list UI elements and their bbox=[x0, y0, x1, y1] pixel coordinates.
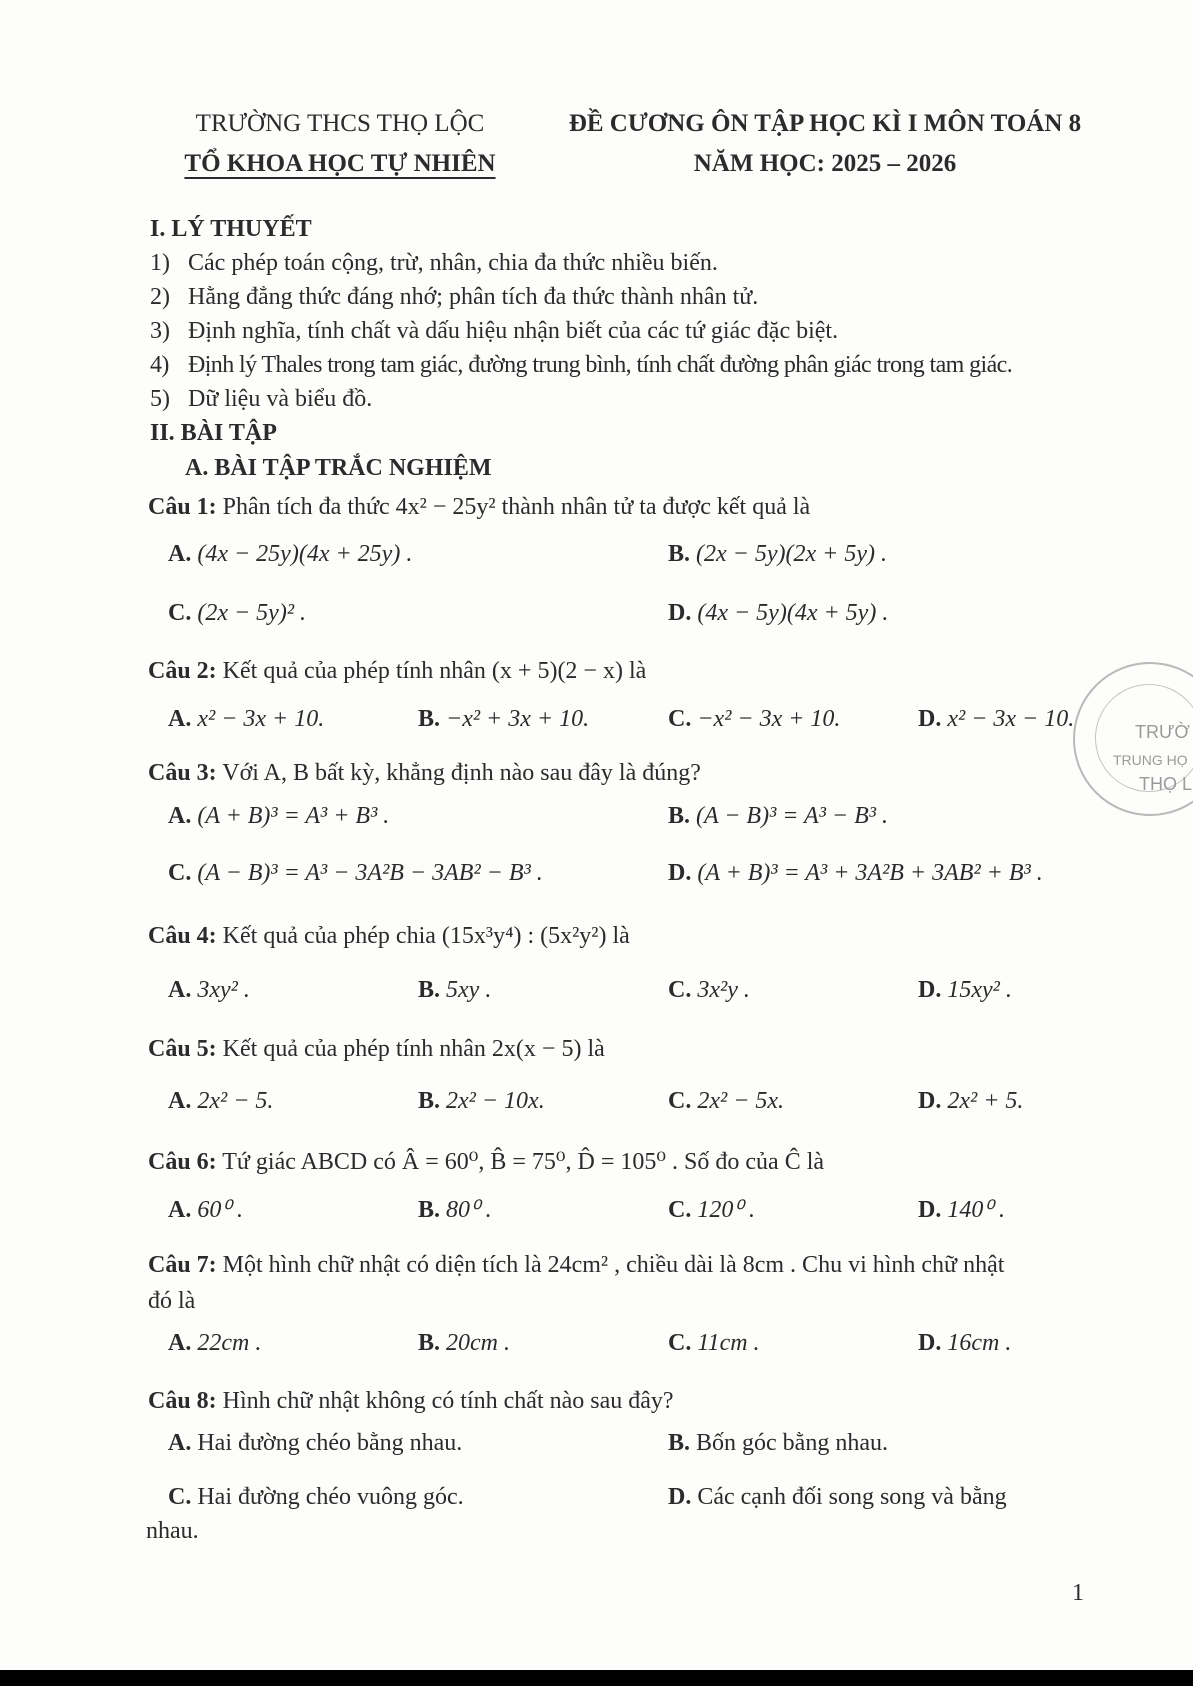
school-year: NĂM HỌC: 2025 – 2026 bbox=[693, 150, 957, 177]
option-c: C. 120⁰ . bbox=[668, 1197, 755, 1223]
option-b: B. −x² + 3x + 10. bbox=[418, 706, 590, 732]
option-d: D. (A + B)³ = A³ + 3A²B + 3AB² + B³ . bbox=[668, 860, 1043, 886]
stamp-text: THỌ L bbox=[1139, 774, 1193, 794]
theory-item: 4) Định lý Thales trong tam giác, đường trung bình, tính chất đường phân giác trong tam giác. bbox=[150, 352, 1013, 378]
question-4: Câu 4: Kết quả của phép chia (15x³y⁴) : (5x²y²) là bbox=[148, 923, 630, 949]
question-3: Câu 3: Với A, B bất kỳ, khẳng định nào sau đây là đúng? bbox=[148, 760, 701, 786]
option-b: B. Bốn góc bằng nhau. bbox=[668, 1430, 888, 1456]
option-a: A. (A + B)³ = A³ + B³ . bbox=[168, 803, 390, 829]
header-right bbox=[540, 104, 1110, 184]
option-b: B. (A − B)³ = A³ − B³ . bbox=[668, 803, 888, 829]
school-stamp bbox=[1073, 662, 1193, 816]
school-name: TRƯỜNG THCS THỌ LỘC bbox=[195, 110, 485, 137]
document-title: ĐỀ CƯƠNG ÔN TẬP HỌC KÌ I MÔN TOÁN 8 bbox=[568, 110, 1082, 137]
option-d: D. (4x − 5y)(4x + 5y) . bbox=[668, 600, 889, 626]
option-a: A. Hai đường chéo bằng nhau. bbox=[168, 1430, 463, 1456]
option-d: D. 16cm . bbox=[918, 1330, 1012, 1356]
option-d-continuation: nhau. bbox=[146, 1518, 199, 1544]
option-b: B. (2x − 5y)(2x + 5y) . bbox=[668, 541, 887, 567]
question-7: Câu 7: Một hình chữ nhật có diện tích là 24cm² , chiều dài là 8cm . Chu vi hình chữ nhật bbox=[148, 1252, 1005, 1278]
option-a: A. 60⁰ . bbox=[168, 1197, 243, 1223]
department-name: TỔ KHOA HỌC TỰ NHIÊN bbox=[184, 150, 496, 177]
theory-item: 2) Hằng đẳng thức đáng nhớ; phân tích đa thức thành nhân tử. bbox=[150, 284, 759, 310]
header-left bbox=[170, 104, 510, 184]
option-c: C. (2x − 5y)² . bbox=[168, 600, 307, 626]
question-1: Câu 1: Phân tích đa thức 4x² − 25y² thành nhân tử ta được kết quả là bbox=[148, 494, 811, 520]
scan-bottom-border bbox=[0, 1670, 1193, 1686]
question-5: Câu 5: Kết quả của phép tính nhân 2x(x − 5) là bbox=[148, 1036, 605, 1062]
option-a: A. 2x² − 5. bbox=[168, 1088, 274, 1114]
option-d: D. 140⁰ . bbox=[918, 1197, 1005, 1223]
option-d: D. 15xy² . bbox=[918, 977, 1012, 1003]
option-c: C. −x² − 3x + 10. bbox=[668, 706, 841, 732]
theory-item: 3) Định nghĩa, tính chất và dấu hiệu nhận biết của các tứ giác đặc biệt. bbox=[150, 318, 839, 344]
question-8: Câu 8: Hình chữ nhật không có tính chất nào sau đây? bbox=[148, 1388, 674, 1414]
option-a: A. (4x − 25y)(4x + 25y) . bbox=[168, 541, 413, 567]
option-c: C. 2x² − 5x. bbox=[668, 1088, 785, 1114]
option-c: C. 11cm . bbox=[668, 1330, 760, 1356]
stamp-text: TRƯỜ bbox=[1135, 722, 1190, 742]
option-b: B. 20cm . bbox=[418, 1330, 510, 1356]
theory-heading: I. LÝ THUYẾT bbox=[150, 216, 312, 242]
question-2: Câu 2: Kết quả của phép tính nhân (x + 5)(2 − x) là bbox=[148, 658, 647, 684]
page-number: 1 bbox=[1072, 1580, 1084, 1606]
option-b: B. 80⁰ . bbox=[418, 1197, 492, 1223]
option-b: B. 2x² − 10x. bbox=[418, 1088, 545, 1114]
question-6: Câu 6: Tứ giác ABCD có Â = 60⁰, B̂ = 75⁰, D̂ = 105⁰ . Số đo của Ĉ là bbox=[148, 1149, 825, 1175]
option-a: A. 22cm . bbox=[168, 1330, 262, 1356]
exercises-heading: II. BÀI TẬP bbox=[150, 420, 277, 446]
theory-item: 5) Dữ liệu và biểu đồ. bbox=[150, 386, 373, 412]
option-d: D. 2x² + 5. bbox=[918, 1088, 1024, 1114]
option-c: C. (A − B)³ = A³ − 3A²B − 3AB² − B³ . bbox=[168, 860, 543, 886]
stamp-text: TRUNG HỌ bbox=[1113, 752, 1188, 768]
option-a: A. 3xy² . bbox=[168, 977, 250, 1003]
option-d: D. x² − 3x − 10. bbox=[918, 706, 1075, 732]
option-d: D. Các cạnh đối song song và bằng bbox=[668, 1484, 1007, 1510]
option-c: C. Hai đường chéo vuông góc. bbox=[168, 1484, 464, 1510]
theory-item: 1) Các phép toán cộng, trừ, nhân, chia đa thức nhiều biến. bbox=[150, 250, 718, 276]
option-b: B. 5xy . bbox=[418, 977, 492, 1003]
exercises-subheading: A. BÀI TẬP TRẮC NGHIỆM bbox=[185, 455, 492, 481]
option-a: A. x² − 3x + 10. bbox=[168, 706, 325, 732]
question-7-continuation: đó là bbox=[148, 1288, 196, 1314]
option-c: C. 3x²y . bbox=[668, 977, 750, 1003]
